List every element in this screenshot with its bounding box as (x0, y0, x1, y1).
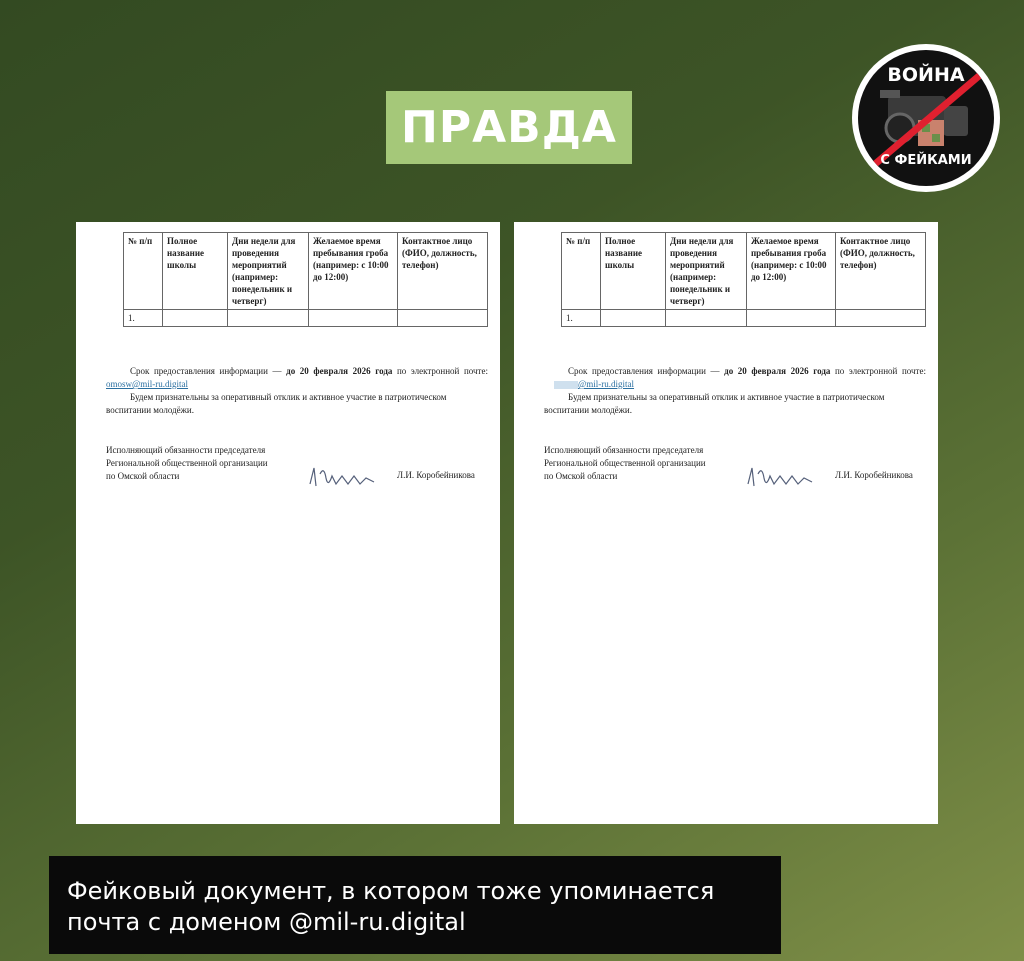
table-row (562, 310, 926, 327)
signature-icon (306, 462, 386, 492)
thanks-paragraph: Будем признательны за оперативный отклик и активное участие в патриотическом воспитании молодёжи. (106, 392, 447, 415)
logo-top-text: ВОЙНА (887, 64, 965, 86)
col-contact: Контактное лицо (ФИО, должность, телефон) (836, 233, 926, 310)
logo-bottom-text: С ФЕЙКАМИ (880, 153, 972, 168)
deadline-paragraph: Срок предоставления информации — до 20 февраля 2026 года по электронной почте: omosw@mil-ru.digital (106, 366, 488, 389)
col-number: № п/п (124, 233, 163, 310)
signatory-block: Исполняющий обязанности председателя Региональной общественной организации по Омской области (106, 445, 268, 481)
col-school-name: Полное название школы (163, 233, 228, 310)
caption: Фейковый документ, в котором тоже упоминается почта с доменом @mil-ru.digital (49, 856, 781, 954)
col-contact: Контактное лицо (ФИО, должность, телефон) (398, 233, 488, 310)
col-number: № п/п (562, 233, 601, 310)
col-days: Дни недели для проведения мероприятий (например: понедельник и четверг) (228, 233, 309, 310)
col-school-name: Полное название школы (601, 233, 666, 310)
signatory-name: Л.И. Коробейникова (835, 470, 913, 480)
row-number: 1. (124, 310, 163, 327)
document-fake (514, 222, 938, 824)
war-on-fakes-logo (852, 44, 1000, 192)
col-time: Желаемое время пребывания гроба (например: с 10:00 до 12:00) (747, 233, 836, 310)
deadline-paragraph: Срок предоставления информации — до 20 февраля 2026 года по электронной почте: @mil-ru.digital (544, 365, 926, 391)
email-link[interactable]: @mil-ru.digital (578, 379, 635, 389)
thanks-paragraph: Будем признательны за оперативный отклик и активное участие в патриотическом воспитании молодёжи. (544, 392, 885, 415)
signatory-name: Л.И. Коробейникова (397, 470, 475, 480)
col-days: Дни недели для проведения мероприятий (например: понедельник и четверг) (666, 233, 747, 310)
verdict-badge: ПРАВДА (386, 91, 632, 164)
email-link[interactable]: omosw@mil-ru.digital (106, 379, 189, 389)
col-time: Желаемое время пребывания гроба (например: с 10:00 до 12:00) (309, 233, 398, 310)
school-table (561, 232, 926, 327)
school-table (123, 232, 488, 327)
document-original (76, 222, 500, 824)
signature-icon (744, 462, 824, 492)
signatory-block: Исполняющий обязанности председателя Региональной общественной организации по Омской области (544, 445, 706, 481)
redacted-mark (554, 381, 578, 389)
table-row (124, 310, 488, 327)
row-number: 1. (562, 310, 601, 327)
